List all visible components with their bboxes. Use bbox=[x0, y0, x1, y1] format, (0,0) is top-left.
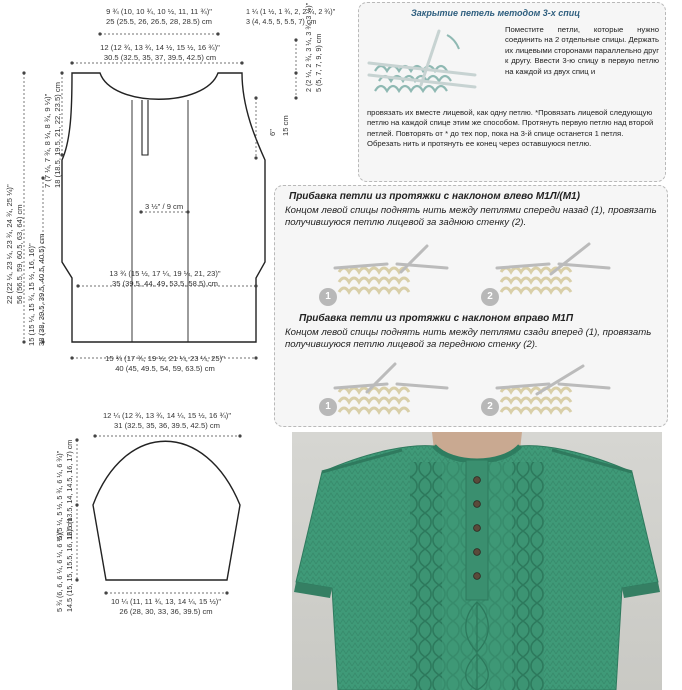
bindoff-box bbox=[358, 2, 666, 182]
m1l-title: Прибавка петли из протяжки с наклоном влево M1Л/(M1) bbox=[289, 191, 580, 202]
sleeve-top-width-cm-label: 31 (32.5, 35, 36, 39.5, 42.5) cm bbox=[114, 421, 220, 430]
m1r-illustration-1 bbox=[331, 362, 451, 420]
total-length-cm-label: 56 (56.5, 59, 60.5, 63, 64) cm bbox=[15, 204, 24, 304]
sleeve-top-width-label: 12 ¼ (12 ¾, 13 ¾, 14 ¼, 15 ½, 16 ¾)" bbox=[102, 411, 232, 420]
slit-depth-cm-label: 15 cm bbox=[281, 115, 290, 136]
panel-width-label: 3 ½" / 9 cm bbox=[145, 202, 184, 211]
m1r-step-1: 1 bbox=[319, 398, 337, 416]
total-length-label: 22 (22 ¼, 23 ¼, 23 ¾, 24 ¾, 25 ¼)" bbox=[5, 184, 14, 304]
hem-width-cm-label: 40 (45, 49.5, 54, 59, 63.5) cm bbox=[115, 364, 215, 373]
bindoff-title: Закрытие петель методом 3-х спиц bbox=[411, 8, 581, 18]
shoulder-drop-label: 1 ¼ (1 ½, 1 ¾, 2, 2 ¼, 2 ¾)" bbox=[246, 7, 336, 16]
m1l-step-1: 1 bbox=[319, 288, 337, 306]
slit-depth-label: 6" bbox=[268, 129, 277, 136]
neck-width-label: 9 ¾ (10, 10 ¾, 10 ½, 11, 11 ¾)" bbox=[106, 7, 212, 16]
upper-width-cm-label: 30.5 (32.5, 35, 37, 39.5, 42.5) cm bbox=[103, 53, 217, 62]
side-length-label: 15 (15 ¼, 15 ¾, 15 ½, 16, 16)" bbox=[27, 243, 36, 346]
bindoff-text-bottom: провязать их вместе лицевой, как одну петлю. *Провязать лицевой следующую петлю на каждой спице этим же способом. Протянуть первую петлю над второй петлей. Повторять от * до тех пор, пока на 3-й спице останется 1 петля. Обрезать нить и протянуть ее конец через оставшуюся петлю. bbox=[367, 108, 654, 149]
increases-box bbox=[274, 185, 668, 427]
side-length-cm-label: 38 (38, 39.5, 39.5, 40.5, 40.5) cm bbox=[37, 233, 46, 346]
m1r-illustration-2 bbox=[493, 362, 613, 420]
cuff-width-cm-label: 26 (28, 30, 33, 36, 39.5) cm bbox=[119, 607, 213, 616]
placket-slit bbox=[142, 100, 148, 155]
waist-width-label: 13 ¾ (15 ½, 17 ¼, 19 ¼, 21, 23)" bbox=[109, 269, 221, 278]
shoulder-drop-cm-label: 3 (4, 4.5, 5, 5.5, 7) cm bbox=[246, 17, 317, 26]
armhole-label: 7 (7 ¼, 7 ¾, 8 ¼, 8 ¾, 9 ¼)" bbox=[43, 93, 52, 188]
sleeve-side-cm-label: 14.5 (15, 15, 15.5, 16, 16) cm bbox=[65, 517, 74, 612]
cap-height-cm-label: 12.5 (13.5, 14, 14.5, 16, 17) cm bbox=[65, 439, 74, 540]
armhole-cm-label: 18 (18.5, 19.5, 21, 22, 23.5) cm bbox=[53, 82, 62, 188]
cap-height-label: 5 (5 ¼, 5 ½, 5 ¾, 6 ¼, 6 ¾)" bbox=[55, 450, 64, 540]
m1l-illustration-2 bbox=[493, 242, 613, 304]
sweater-photo bbox=[292, 432, 662, 690]
m1l-step-2: 2 bbox=[481, 288, 499, 306]
m1l-illustration-1 bbox=[331, 242, 451, 304]
cuff-width-label: 10 ¼ (11, 11 ¾, 13, 14 ¼, 15 ½)" bbox=[110, 597, 222, 606]
neck-width-cm-label: 25 (25.5, 26, 26.5, 28, 28.5) cm bbox=[106, 17, 212, 26]
bindoff-text-right: Поместите петли, которые нужно соединить на 2 отдельные спицы. Держать их лицевыми сторонами параллельно друг к другу. Ввести 3-ю спицу в первую петлю на каждой из двух спиц и bbox=[505, 25, 659, 76]
m1r-title: Прибавка петли из протяжки с наклоном вправо M1П bbox=[299, 313, 574, 324]
neck-depth-label: 2 (2 ¼, 2 ¾, 3 ¼, 3 ¾, 3 ½)" bbox=[304, 2, 313, 92]
m1l-text: Концом левой спицы поднять нить между петлями спереди назад (1), провязать получившуюся петлю лицевой за заднюю стенку (2). bbox=[285, 205, 657, 228]
sleeve-side-label: 5 ¾ (6, 6, 6 ¼, 6 ¼, 6 ¼)" bbox=[55, 530, 64, 612]
waist-width-cm-label: 35 (39.5, 44, 49, 53.5, 58.5) cm bbox=[112, 279, 218, 288]
upper-width-label: 12 (12 ¾, 13 ¾, 14 ½, 15 ½, 16 ¾)" bbox=[100, 43, 220, 52]
m1r-step-2: 2 bbox=[481, 398, 499, 416]
hem-width-label: 15 ¾ (17 ¾, 19 ½, 21 ¼, 23 ¼, 25)" bbox=[105, 354, 225, 363]
neck-depth-cm-label: 5 (5, 7, 7, 9, 9) cm bbox=[314, 33, 323, 92]
m1r-text: Концом левой спицы поднять нить между петлями сзади вперед (1), провязать получившуюся петлю лицевой за переднюю стенку (2). bbox=[285, 327, 652, 350]
three-needle-illustration bbox=[363, 23, 481, 103]
